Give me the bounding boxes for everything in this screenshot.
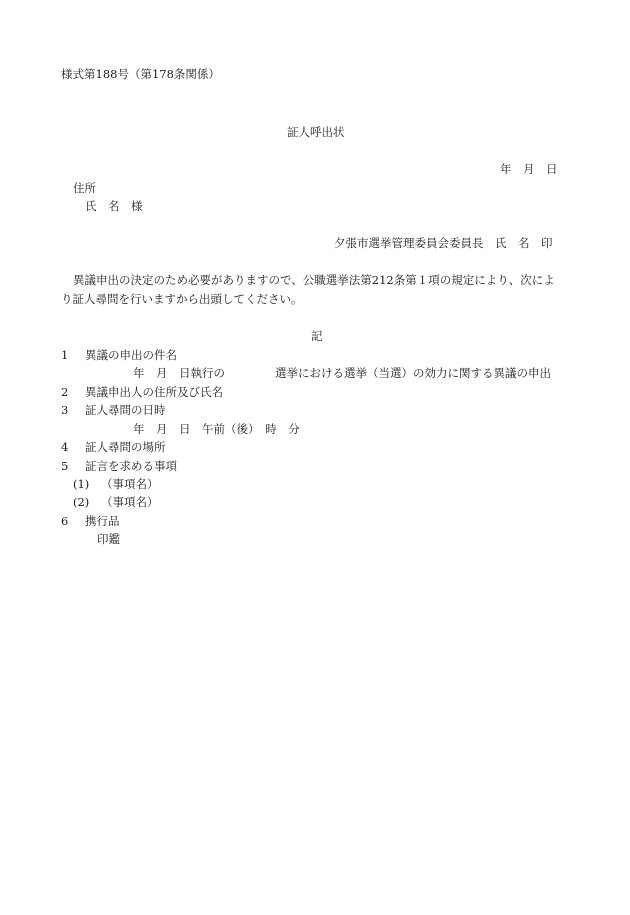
item-4-number: 4 [61, 440, 69, 454]
item-5-number: 5 [61, 459, 69, 473]
item-1-detail-date: 年 月 日執行の [133, 366, 225, 380]
item-1-number: 1 [61, 348, 69, 362]
recipient-name: 氏 名 様 [85, 199, 143, 213]
item-3-label: 証人尋問の日時 [85, 403, 166, 417]
body-line-2: り証人尋問を行いますから出頭してください。 [61, 292, 303, 306]
form-number: 様式第188号（第178条関係） [61, 67, 220, 81]
item-6-number: 6 [61, 514, 69, 528]
ki-heading: 記 [311, 329, 323, 343]
item-3-detail: 年 月 日 午前（後） 時 分 [133, 422, 300, 436]
item-5-sub-1-number: (1) [73, 477, 90, 491]
item-2-label: 異議申出人の住所及び氏名 [85, 385, 223, 399]
item-2-number: 2 [61, 385, 69, 399]
item-3-number: 3 [61, 403, 69, 417]
item-1-label: 異議の申出の件名 [85, 348, 177, 362]
item-5-sub-2-number: (2) [73, 495, 90, 509]
date-line: 年 月 日 [500, 162, 558, 176]
item-6-detail: 印鑑 [97, 532, 120, 546]
document-title: 証人呼出状 [287, 125, 345, 139]
body-line-1: 異議申出の決定のため必要がありますので、公職選挙法第212条第１項の規定により、次によ [73, 273, 555, 287]
sender-line: 夕張市選挙管理委員会委員長 氏 名 印 [334, 236, 553, 250]
item-5-label: 証言を求める事項 [85, 459, 177, 473]
item-6-label: 携行品 [85, 514, 120, 528]
item-4-label: 証人尋問の場所 [85, 440, 166, 454]
item-1-detail-subject: 選挙における選挙（当選）の効力に関する異議の申出 [275, 366, 551, 380]
address-label: 住所 [73, 181, 96, 195]
item-5-sub-1-text: （事項名） [101, 477, 159, 491]
item-5-sub-2-text: （事項名） [101, 495, 159, 509]
